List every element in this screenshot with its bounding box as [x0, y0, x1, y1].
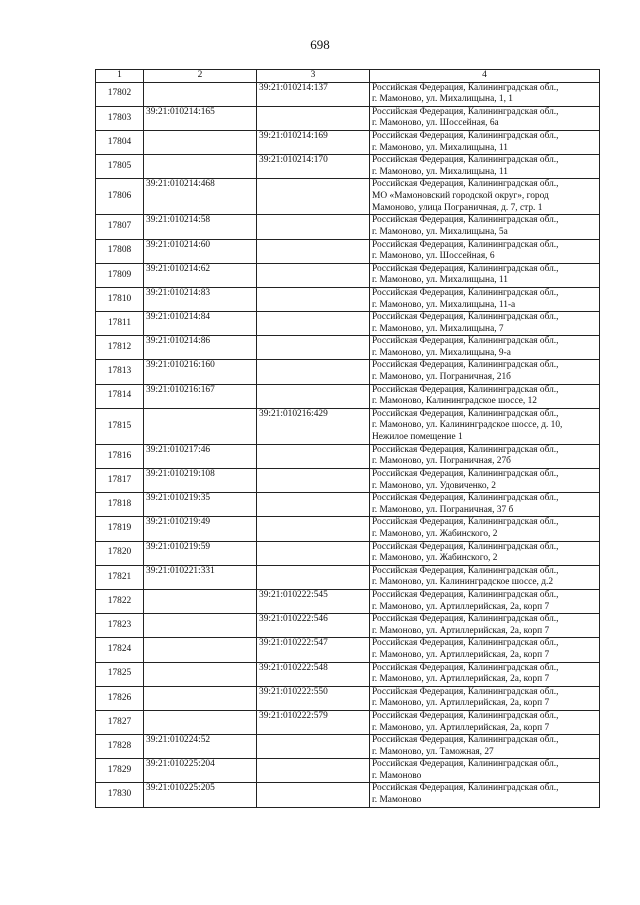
address-cell: [370, 239, 600, 263]
address-cell: [370, 783, 600, 807]
row-number-cell: 17829: [96, 759, 144, 783]
row-number-cell: 17819: [96, 517, 144, 541]
table-row: [96, 541, 600, 565]
address-cell: [370, 360, 600, 384]
address-line: г. Мамоново, ул. Артиллерийская, 2а, корп 7: [372, 722, 550, 733]
address-line: г. Мамоново, ул. Калининградское шоссе, д.2: [372, 577, 554, 588]
address-line: Российская Федерация, Калининградская обл.,: [372, 312, 559, 323]
table-row: [96, 589, 600, 613]
row-number-cell: 17803: [96, 106, 144, 130]
address-line: г. Мамоново, ул. Михалищына, 7: [372, 323, 504, 334]
address-line: г. Мамоново, ул. Удовиченко, 2: [372, 480, 496, 491]
address-line: Российская Федерация, Калининградская обл.,: [372, 589, 559, 600]
cadastral-registry-table: [95, 69, 600, 808]
object-cadastral-number-cell: [257, 360, 370, 384]
address-line: Российская Федерация, Калининградская обл.,: [372, 263, 559, 274]
address-cell: [370, 408, 600, 444]
address-line: Российская Федерация, Калининградская обл.,: [372, 662, 559, 673]
object-cadastral-number-cell: [257, 239, 370, 263]
address-cell: [370, 614, 600, 638]
object-cadastral-number-cell: [257, 384, 370, 408]
address-line: Мамоново, улица Пограничная, д. 7, стр. 1: [372, 202, 543, 213]
address-line: Российская Федерация, Калининградская обл.,: [372, 517, 559, 528]
row-number-cell: 17804: [96, 130, 144, 154]
land-plot-cadastral-number-cell: 39:21:010214:165: [144, 106, 257, 130]
row-number-cell: 17824: [96, 638, 144, 662]
row-number-cell: 17823: [96, 614, 144, 638]
land-plot-cadastral-number-cell: 39:21:010214:86: [144, 336, 257, 360]
address-line: Российская Федерация, Калининградская обл.,: [372, 215, 559, 226]
table-row: [96, 312, 600, 336]
address-line: МО «Мамоновский городской округ», город: [372, 190, 549, 201]
address-line: г. Мамоново, ул. Артиллерийская, 2а, корп 7: [372, 649, 550, 660]
row-number-cell: 17813: [96, 360, 144, 384]
address-cell: [370, 517, 600, 541]
object-cadastral-number-cell: [257, 287, 370, 311]
object-cadastral-number-cell: 39:21:010222:547: [257, 638, 370, 662]
table-row: [96, 565, 600, 589]
object-cadastral-number-cell: [257, 336, 370, 360]
address-line: Российская Федерация, Калининградская обл.,: [372, 239, 559, 250]
land-plot-cadastral-number-cell: [144, 614, 257, 638]
row-number-cell: 17821: [96, 565, 144, 589]
address-cell: [370, 710, 600, 734]
table-row: [96, 638, 600, 662]
object-cadastral-number-cell: 39:21:010216:429: [257, 408, 370, 444]
address-line: г. Мамоново: [372, 795, 422, 806]
row-number-cell: 17818: [96, 493, 144, 517]
row-number-cell: 17822: [96, 589, 144, 613]
row-number-cell: 17808: [96, 239, 144, 263]
row-number-cell: 17812: [96, 336, 144, 360]
table-row: [96, 783, 600, 807]
land-plot-cadastral-number-cell: [144, 662, 257, 686]
address-line: г. Мамоново, ул. Артиллерийская, 2а, корп 7: [372, 698, 550, 709]
table-row: [96, 444, 600, 468]
address-cell: [370, 384, 600, 408]
land-plot-cadastral-number-cell: 39:21:010219:35: [144, 493, 257, 517]
table-row: [96, 215, 600, 239]
land-plot-cadastral-number-cell: [144, 130, 257, 154]
object-cadastral-number-cell: [257, 517, 370, 541]
address-line: г. Мамоново, ул. Шоссейная, 6а: [372, 118, 499, 129]
address-cell: [370, 82, 600, 106]
address-line: г. Мамоново, ул. Пограничная, 27б: [372, 456, 511, 467]
land-plot-cadastral-number-cell: 39:21:010214:468: [144, 179, 257, 215]
table-row: [96, 614, 600, 638]
address-line: г. Мамоново, ул. Михалищына, 1, 1: [372, 94, 513, 105]
address-cell: [370, 541, 600, 565]
object-cadastral-number-cell: [257, 263, 370, 287]
address-cell: [370, 287, 600, 311]
row-number-cell: 17827: [96, 710, 144, 734]
land-plot-cadastral-number-cell: 39:21:010219:108: [144, 469, 257, 493]
land-plot-cadastral-number-cell: 39:21:010225:205: [144, 783, 257, 807]
address-line: Российская Федерация, Калининградская обл.,: [372, 408, 559, 419]
address-line: Российская Федерация, Калининградская обл.,: [372, 130, 559, 141]
address-line: г. Мамоново, Калининградское шоссе, 12: [372, 396, 537, 407]
row-number-cell: 17805: [96, 155, 144, 179]
table-row: [96, 287, 600, 311]
table-row: [96, 384, 600, 408]
row-number-cell: 17806: [96, 179, 144, 215]
object-cadastral-number-cell: 39:21:010214:169: [257, 130, 370, 154]
address-line: Российская Федерация, Калининградская обл.,: [372, 384, 559, 395]
address-cell: [370, 263, 600, 287]
address-line: г. Мамоново, ул. Шоссейная, 6: [372, 251, 495, 262]
object-cadastral-number-cell: 39:21:010214:137: [257, 82, 370, 106]
column-header-1: 1: [96, 70, 144, 83]
address-line: г. Мамоново, ул. Пограничная, 21б: [372, 372, 511, 383]
address-cell: [370, 735, 600, 759]
address-line: г. Мамоново, ул. Таможная, 27: [372, 746, 494, 757]
row-number-cell: 17825: [96, 662, 144, 686]
address-line: Российская Федерация, Калининградская обл.,: [372, 735, 559, 746]
address-cell: [370, 686, 600, 710]
row-number-cell: 17817: [96, 469, 144, 493]
address-cell: [370, 444, 600, 468]
address-line: Российская Федерация, Калининградская обл.,: [372, 614, 559, 625]
table-row: [96, 710, 600, 734]
table-row: [96, 735, 600, 759]
object-cadastral-number-cell: [257, 312, 370, 336]
column-header-2: 2: [144, 70, 257, 83]
row-number-cell: 17802: [96, 82, 144, 106]
table-row: [96, 686, 600, 710]
land-plot-cadastral-number-cell: 39:21:010221:331: [144, 565, 257, 589]
address-line: г. Мамоново, ул. Михалищына, 11: [372, 166, 508, 177]
object-cadastral-number-cell: 39:21:010222:579: [257, 710, 370, 734]
address-cell: [370, 638, 600, 662]
row-number-cell: 17811: [96, 312, 144, 336]
address-line: Российская Федерация, Калининградская обл.,: [372, 336, 559, 347]
address-line: г. Мамоново, ул. Артиллерийская, 2а, корп 7: [372, 601, 550, 612]
address-line: Российская Федерация, Калининградская обл.,: [372, 493, 559, 504]
address-cell: [370, 106, 600, 130]
row-number-cell: 17816: [96, 444, 144, 468]
land-plot-cadastral-number-cell: 39:21:010214:84: [144, 312, 257, 336]
row-number-cell: 17814: [96, 384, 144, 408]
address-cell: [370, 312, 600, 336]
row-number-cell: 17810: [96, 287, 144, 311]
land-plot-cadastral-number-cell: 39:21:010224:52: [144, 735, 257, 759]
row-number-cell: 17815: [96, 408, 144, 444]
address-cell: [370, 565, 600, 589]
object-cadastral-number-cell: [257, 469, 370, 493]
address-line: Российская Федерация, Калининградская обл.,: [372, 469, 559, 480]
land-plot-cadastral-number-cell: 39:21:010216:160: [144, 360, 257, 384]
table-row: [96, 130, 600, 154]
land-plot-cadastral-number-cell: 39:21:010214:60: [144, 239, 257, 263]
row-number-cell: 17807: [96, 215, 144, 239]
object-cadastral-number-cell: [257, 565, 370, 589]
address-cell: [370, 130, 600, 154]
table-row: [96, 179, 600, 215]
object-cadastral-number-cell: [257, 179, 370, 215]
land-plot-cadastral-number-cell: [144, 638, 257, 662]
object-cadastral-number-cell: [257, 106, 370, 130]
address-line: Российская Федерация, Калининградская обл.,: [372, 686, 559, 697]
table-row: [96, 759, 600, 783]
table-row: [96, 239, 600, 263]
row-number-cell: 17820: [96, 541, 144, 565]
table-row: [96, 493, 600, 517]
land-plot-cadastral-number-cell: [144, 710, 257, 734]
address-cell: [370, 336, 600, 360]
address-line: г. Мамоново: [372, 770, 422, 781]
object-cadastral-number-cell: 39:21:010222:548: [257, 662, 370, 686]
land-plot-cadastral-number-cell: [144, 408, 257, 444]
table-row: [96, 263, 600, 287]
address-line: Российская Федерация, Калининградская обл.,: [372, 759, 559, 770]
address-line: г. Мамоново, ул. Михалищына, 11: [372, 142, 508, 153]
address-line: г. Мамоново, ул. Михалищына, 5а: [372, 226, 508, 237]
object-cadastral-number-cell: [257, 493, 370, 517]
address-cell: [370, 215, 600, 239]
address-line: Российская Федерация, Калининградская обл.,: [372, 541, 559, 552]
address-cell: [370, 662, 600, 686]
column-header-3: 3: [257, 70, 370, 83]
land-plot-cadastral-number-cell: [144, 82, 257, 106]
land-plot-cadastral-number-cell: [144, 155, 257, 179]
address-line: г. Мамоново, ул. Жабинского, 2: [372, 529, 498, 539]
object-cadastral-number-cell: [257, 444, 370, 468]
address-line: Российская Федерация, Калининградская обл.,: [372, 155, 559, 166]
address-cell: [370, 469, 600, 493]
table-row: [96, 662, 600, 686]
land-plot-cadastral-number-cell: [144, 589, 257, 613]
column-header-4: 4: [370, 70, 600, 83]
land-plot-cadastral-number-cell: 39:21:010219:59: [144, 541, 257, 565]
page-number: 698: [310, 37, 330, 52]
object-cadastral-number-cell: 39:21:010222:545: [257, 589, 370, 613]
object-cadastral-number-cell: [257, 783, 370, 807]
object-cadastral-number-cell: [257, 541, 370, 565]
table-row: [96, 360, 600, 384]
land-plot-cadastral-number-cell: 39:21:010216:167: [144, 384, 257, 408]
address-line: г. Мамоново, ул. Артиллерийская, 2а, корп 7: [372, 674, 550, 685]
land-plot-cadastral-number-cell: 39:21:010214:83: [144, 287, 257, 311]
object-cadastral-number-cell: [257, 735, 370, 759]
address-line: Российская Федерация, Калининградская обл.,: [372, 710, 559, 721]
address-line: г. Мамоново, ул. Артиллерийская, 2а, корп 7: [372, 625, 550, 636]
address-line: Российская Федерация, Калининградская обл.,: [372, 179, 559, 190]
land-plot-cadastral-number-cell: 39:21:010217:46: [144, 444, 257, 468]
table-body: [96, 82, 600, 807]
address-line: Российская Федерация, Калининградская обл.,: [372, 360, 559, 371]
land-plot-cadastral-number-cell: 39:21:010225:204: [144, 759, 257, 783]
object-cadastral-number-cell: [257, 759, 370, 783]
address-line: Российская Федерация, Калининградская обл.,: [372, 783, 559, 794]
address-cell: [370, 179, 600, 215]
table-row: [96, 106, 600, 130]
land-plot-cadastral-number-cell: [144, 686, 257, 710]
object-cadastral-number-cell: 39:21:010214:170: [257, 155, 370, 179]
table-row: [96, 469, 600, 493]
row-number-cell: 17826: [96, 686, 144, 710]
object-cadastral-number-cell: 39:21:010222:550: [257, 686, 370, 710]
address-line: г. Мамоново, ул. Михалищына, 9-а: [372, 347, 511, 358]
table-row: [96, 155, 600, 179]
address-line: г. Мамоново, ул. Михалищына, 11: [372, 275, 508, 286]
row-number-cell: 17828: [96, 735, 144, 759]
address-line: Российская Федерация, Калининградская обл.,: [372, 287, 559, 298]
land-plot-cadastral-number-cell: 39:21:010219:49: [144, 517, 257, 541]
address-line: Российская Федерация, Калининградская обл.,: [372, 638, 559, 649]
address-cell: [370, 759, 600, 783]
address-line: Нежилое помещение 1: [372, 432, 463, 443]
address-cell: [370, 589, 600, 613]
address-line: Российская Федерация, Калининградская обл.,: [372, 444, 559, 455]
land-plot-cadastral-number-cell: 39:21:010214:62: [144, 263, 257, 287]
land-plot-cadastral-number-cell: 39:21:010214:58: [144, 215, 257, 239]
row-number-cell: 17809: [96, 263, 144, 287]
address-line: г. Мамоново, ул. Жабинского, 2: [372, 553, 498, 564]
address-cell: [370, 155, 600, 179]
address-line: г. Мамоново, ул. Калининградское шоссе, д. 10,: [372, 420, 563, 431]
table-header-row: [96, 70, 600, 83]
address-cell: [370, 493, 600, 517]
address-line: Российская Федерация, Калининградская обл.,: [372, 106, 559, 117]
table-row: [96, 408, 600, 444]
table-row: [96, 517, 600, 541]
address-line: г. Мамоново, ул. Михалищына, 11-а: [372, 299, 516, 310]
address-line: Российская Федерация, Калининградская обл.,: [372, 82, 559, 93]
object-cadastral-number-cell: 39:21:010222:546: [257, 614, 370, 638]
address-line: г. Мамоново, ул. Пограничная, 37 б: [372, 504, 514, 515]
address-line: Российская Федерация, Калининградская обл.,: [372, 565, 559, 576]
object-cadastral-number-cell: [257, 215, 370, 239]
table-row: [96, 336, 600, 360]
table-row: [96, 82, 600, 106]
row-number-cell: 17830: [96, 783, 144, 807]
